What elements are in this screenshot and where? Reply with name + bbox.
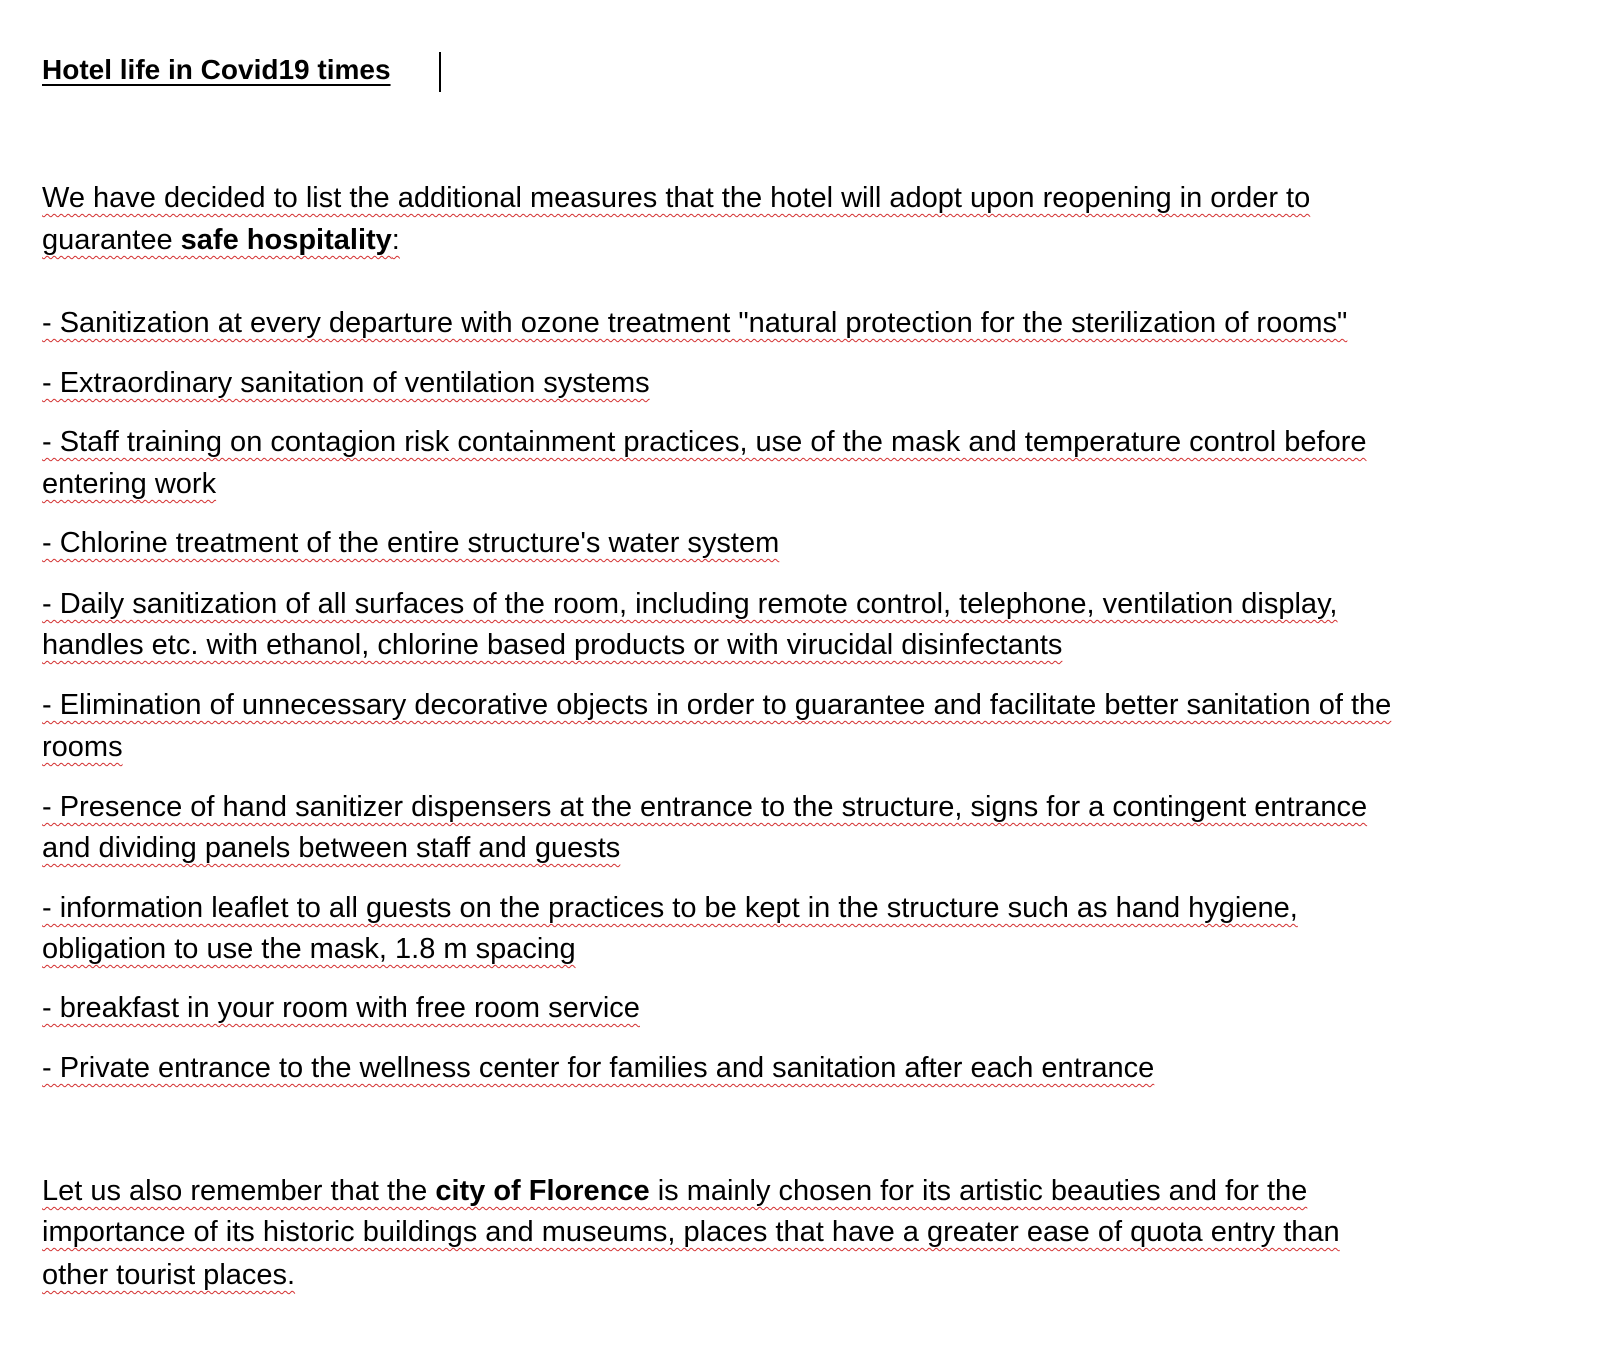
measure-item[interactable]: - Daily sanitization of all surfaces of the room, including remote control, telephone, ventilation display, xyxy=(42,588,1338,620)
measure-item-continued[interactable]: rooms xyxy=(42,731,123,763)
safe-hospitality-bold: safe hospitality xyxy=(180,224,392,256)
measure-item[interactable]: - breakfast in your room with free room service xyxy=(42,992,640,1024)
measure-item[interactable]: - Staff training on contagion risk containment practices, use of the mask and temperature control before xyxy=(42,426,1367,458)
closing-text: Let us also remember that the xyxy=(42,1175,436,1207)
measure-item-continued[interactable]: and dividing panels between staff and guests xyxy=(42,832,621,864)
measure-item[interactable]: - Sanitization at every departure with ozone treatment "natural protection for the sterilization of rooms" xyxy=(42,307,1348,339)
measure-item-continued[interactable]: handles etc. with ethanol, chlorine based products or with virucidal disinfectants xyxy=(42,629,1063,661)
document-title[interactable]: Hotel life in Covid19 times xyxy=(42,54,391,85)
measure-item-continued[interactable]: obligation to use the mask, 1.8 m spacing xyxy=(42,933,576,965)
intro-line-2[interactable] xyxy=(42,219,400,261)
measure-item-continued[interactable]: entering work xyxy=(42,468,217,500)
closing-line-1[interactable] xyxy=(42,1170,1307,1212)
intro-text: guarantee xyxy=(42,224,181,256)
intro-colon: : xyxy=(391,224,400,256)
measure-item[interactable]: - Private entrance to the wellness center for families and sanitation after each entrance xyxy=(42,1052,1155,1084)
measure-item[interactable]: - Extraordinary sanitation of ventilation systems xyxy=(42,367,650,399)
measure-item[interactable]: - Elimination of unnecessary decorative objects in order to guarantee and facilitate better sanitation of the xyxy=(42,689,1392,721)
measure-item[interactable]: - Chlorine treatment of the entire structure's water system xyxy=(42,527,780,559)
text-cursor xyxy=(439,52,441,92)
measure-item[interactable]: - Presence of hand sanitizer dispensers at the entrance to the structure, signs for a contingent entrance xyxy=(42,791,1368,823)
closing-line-2[interactable]: importance of its historic buildings and museums, places that have a greater ease of quota entry than xyxy=(42,1216,1340,1248)
city-of-florence-bold: city of Florence xyxy=(435,1175,650,1207)
closing-line-3[interactable]: other tourist places. xyxy=(42,1259,296,1291)
intro-line-1[interactable]: We have decided to list the additional measures that the hotel will adopt upon reopening in order to xyxy=(42,182,1311,214)
closing-text: is mainly chosen for its artistic beauties and for the xyxy=(649,1175,1308,1207)
measure-item[interactable]: - information leaflet to all guests on the practices to be kept in the structure such as hand hygiene, xyxy=(42,892,1298,924)
